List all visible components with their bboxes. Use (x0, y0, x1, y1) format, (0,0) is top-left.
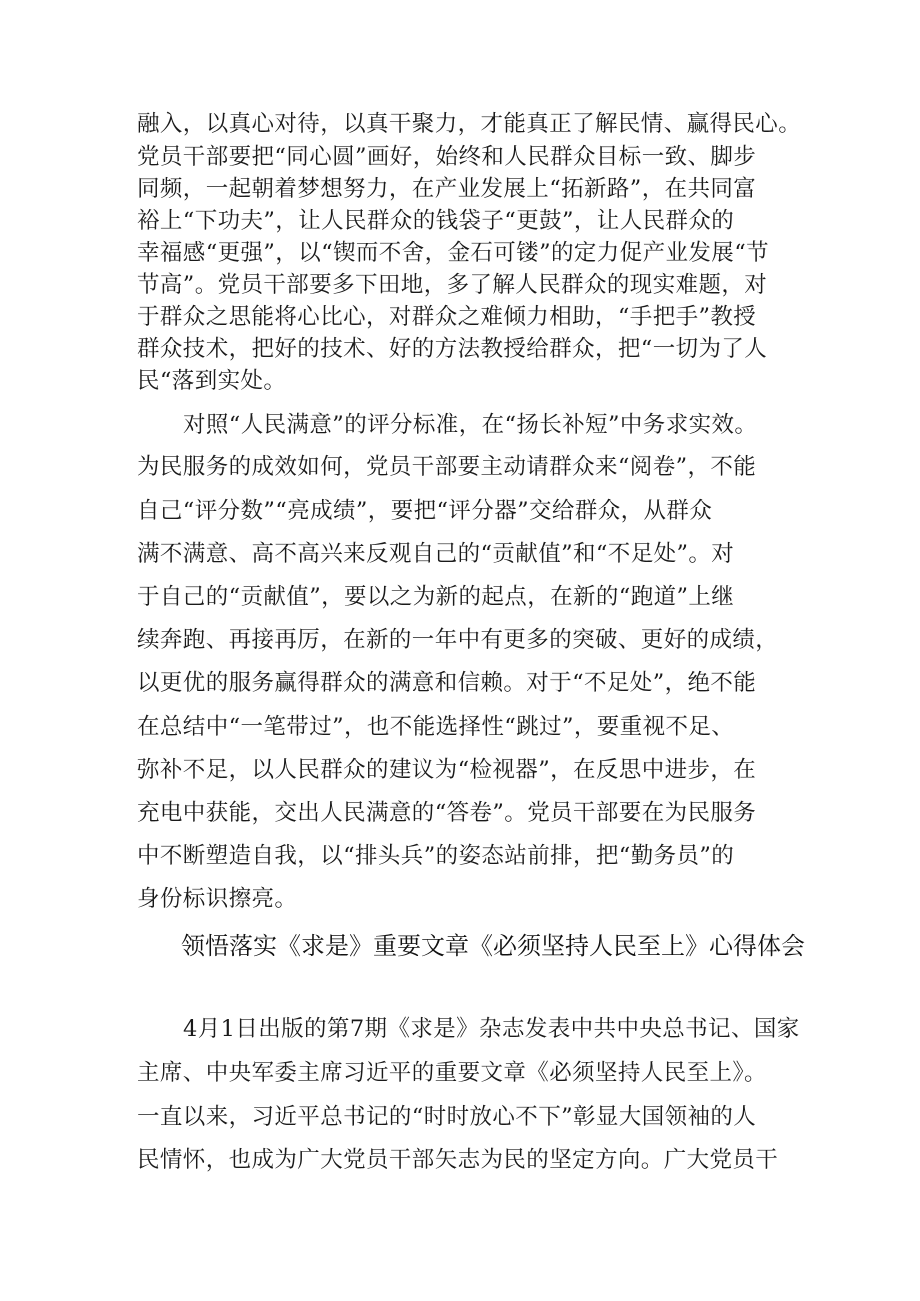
paragraph-line: 充电中获能，交出人民满意的“答卷”。党员干部要在为民服务 (137, 800, 757, 826)
paragraph-line: 幸福感“更强”，以“锲而不舍，金石可镂”的定力促产业发展“节 (137, 240, 770, 266)
paragraph-line: 自己“评分数”“亮成绩”，要把“评分器”交给群众，从群众 (137, 498, 713, 524)
paragraph-line: 民“落到实处。 (137, 368, 287, 394)
paragraph-line: 身份标识擦亮。 (137, 886, 298, 912)
paragraph-line: 裕上“下功夫”，让人民群众的钱袋子“更鼓”，让人民群众的 (137, 208, 735, 234)
paragraph-line: 党员干部要把“同心圆”画好，始终和人民群众目标一致、脚步 (137, 144, 757, 170)
paragraph-line: 中不断塑造自我，以“排头兵”的姿态站前排，把“勤务员”的 (137, 843, 735, 869)
section-heading: 领悟落实《求是》重要文章《必须坚持人民至上》心得体会 (181, 932, 805, 960)
paragraph-line: 在总结中“一笔带过”，也不能选择性“跳过”，要重视不足、 (137, 714, 735, 740)
paragraph-line: 4月1日出版的第7期《求是》杂志发表中共中央总书记、国家 (183, 1016, 800, 1042)
paragraph-line: 为民服务的成效如何，党员干部要主动请群众来“阅卷”，不能 (137, 454, 757, 480)
paragraph-line: 以更优的服务赢得群众的满意和信赖。对于“不足处”，绝不能 (137, 670, 757, 696)
paragraph-line: 一直以来，习近平总书记的“时时放心不下”彰显大国领袖的人 (137, 1104, 757, 1130)
paragraph-line: 节高”。党员干部要多下田地，多了解人民群众的现实难题，对 (137, 272, 768, 298)
paragraph-line: 弥补不足，以人民群众的建议为“检视器”，在反思中进步，在 (137, 757, 757, 783)
paragraph-line: 于自己的“贡献值”，要以之为新的起点，在新的“跑道”上继 (137, 584, 735, 610)
paragraph-line: 主席、中央军委主席习近平的重要文章《必须坚持人民至上》。 (137, 1060, 767, 1086)
paragraph-line: 于群众之思能将心比心，对群众之难倾力相助，“手把手”教授 (137, 304, 757, 330)
paragraph-line: 群众技术，把好的技术、好的方法教授给群众，把“一切为了人 (137, 336, 768, 362)
paragraph-line: 续奔跑、再接再厉，在新的一年中有更多的突破、更好的成绩， (137, 627, 779, 653)
paragraph-line: 满不满意、高不高兴来反观自己的“贡献值”和“不足处”。对 (137, 541, 735, 567)
paragraph-line: 融入，以真心对待，以真干聚力，才能真正了解民情、赢得民心。 (137, 111, 802, 137)
paragraph-line: 民情怀，也成为广大党员干部矢志为民的坚定方向。广大党员干 (137, 1147, 779, 1173)
paragraph-line: 同频，一起朝着梦想努力，在产业发展上“拓新路”，在共同富 (137, 176, 757, 202)
paragraph-line: 对照“人民满意”的评分标准，在“扬长补短”中务求实效。 (183, 412, 758, 438)
